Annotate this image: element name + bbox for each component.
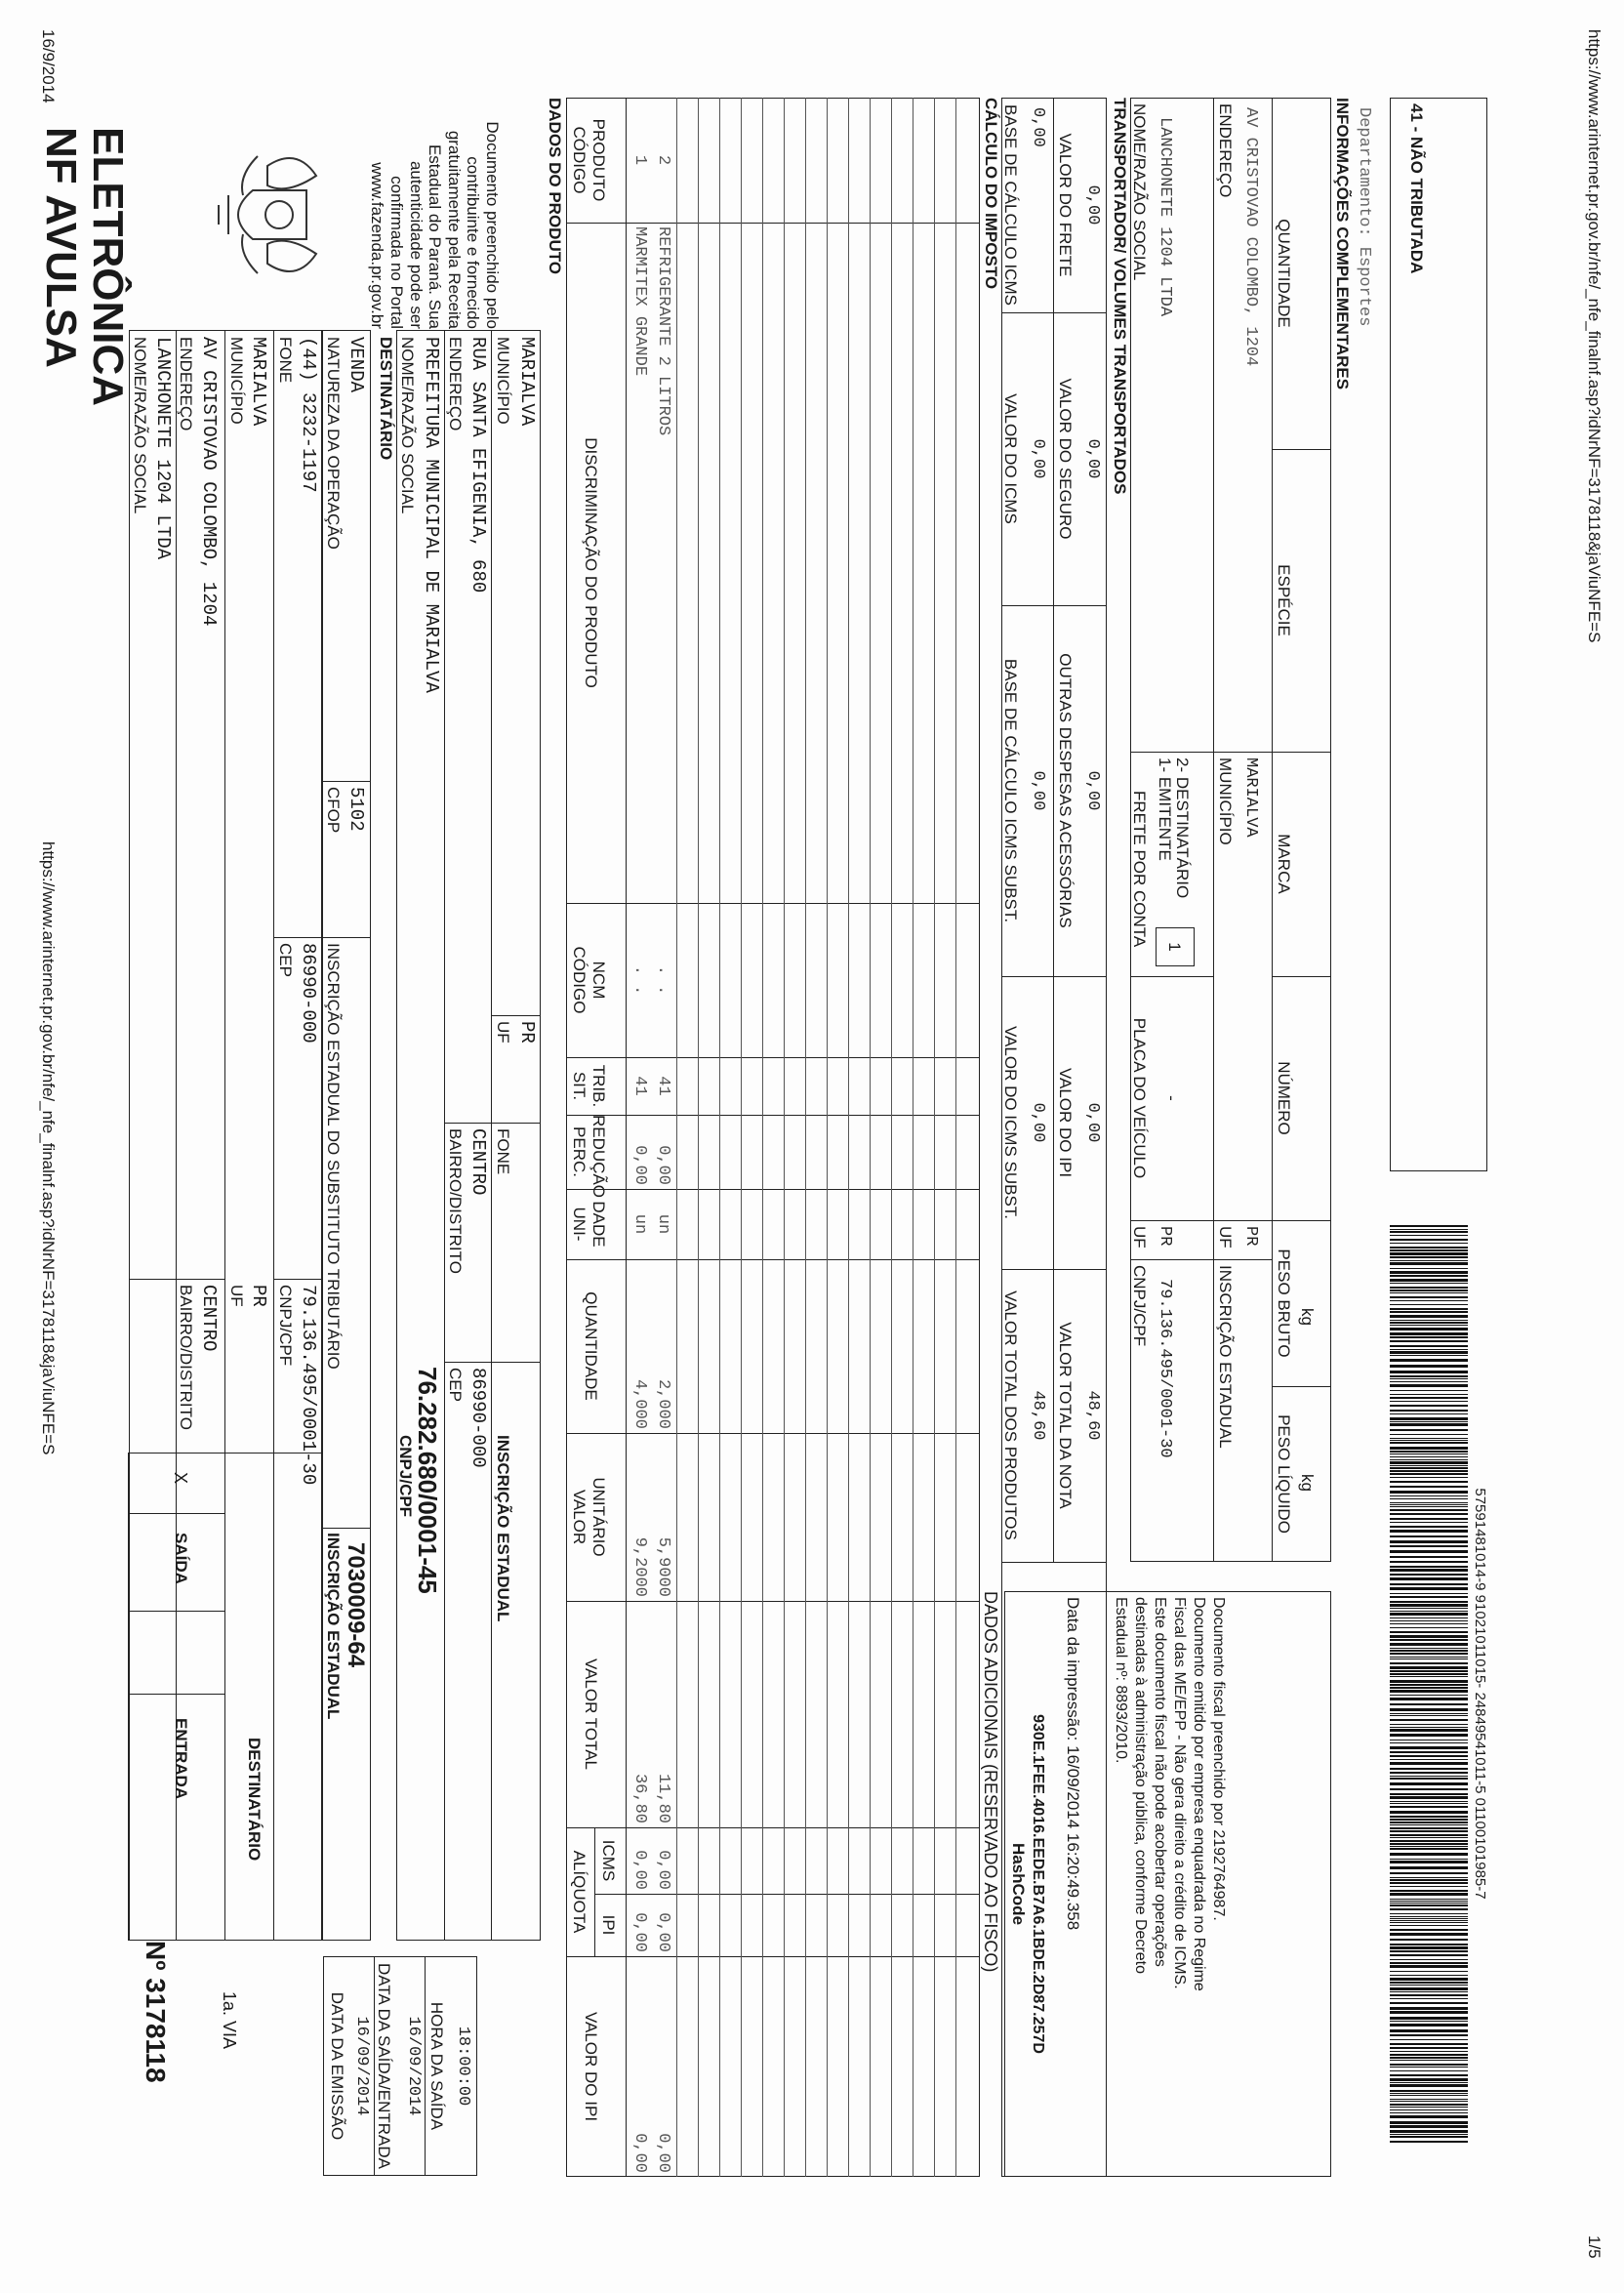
- tributacao: 41 - NÃO TRIBUTADA: [1407, 103, 1426, 274]
- transp-uf-label: UF: [1130, 1226, 1149, 1249]
- departamento: Departamento: Esportes: [1355, 107, 1373, 327]
- item-sit: 41: [654, 1076, 672, 1096]
- table-row-rule: [719, 98, 720, 2177]
- seguro-label: VALOR DO SEGURO: [1056, 378, 1075, 540]
- destinatario-section-label: DESTINATÁRIO: [377, 337, 395, 461]
- col-uni-h1: UNI-: [570, 1207, 589, 1242]
- saida-label: SAÍDA: [172, 1533, 190, 1584]
- print-date: 16/9/2014: [39, 29, 58, 103]
- doc-title-line1: NF AVULSA: [37, 127, 85, 368]
- dest-municipio: MARIALVA: [516, 337, 538, 427]
- emitente-nome: LANCHONETE 1204 LTDA: [152, 337, 174, 560]
- dest-bairro-label: BAIRRO/DISTRITO: [446, 1128, 465, 1274]
- table-row-rule: [741, 98, 742, 2177]
- emissao-label: DATA DA EMISSÃO: [328, 1991, 346, 2141]
- col-vunit-h1: VALOR: [570, 1489, 589, 1545]
- ie-label: INSCRIÇÃO ESTADUAL: [324, 1533, 343, 1720]
- dest-nome: PREFEITURA MUNICIPAL DE MARIALVA: [421, 337, 442, 693]
- table-row-rule: [784, 98, 785, 2177]
- barcode-text: 57591481014-9 91021011015- 24849541011-5 01100101985-7: [1472, 1488, 1488, 1900]
- table-row-rule: [934, 98, 935, 2177]
- emitente-bairro: CENTRO: [198, 1285, 220, 1352]
- outras-label: OUTRAS DESPESAS ACESSÓRIAS: [1056, 653, 1075, 928]
- item-codigo: 1: [630, 154, 649, 166]
- emitente-nome-label: NOME/RAZÃO SOCIAL: [131, 337, 149, 514]
- authenticity-notice: Documento preenchido pelo contribuinte e fornecido gratuitamente pela Receita Estadual do Paraná. Sua autenticidade pode ser confirmada no Portal www.fazenda.pr.gov.br: [368, 121, 502, 329]
- item-ipi: 0,00: [654, 1912, 672, 1952]
- doc-title-line2: ELETRÔNICA: [84, 127, 132, 406]
- item-perc: 0,00: [654, 1145, 672, 1185]
- total-nota-value: 48,60: [1083, 1390, 1102, 1441]
- item-qtd: 4,000: [630, 1378, 649, 1429]
- hash-value: 930E.1FEE.4016.EEDE.B7A6.1BDE.2D87.257D: [1030, 1714, 1046, 2054]
- item-descricao: MARMITEX GRANDE: [630, 226, 649, 377]
- produtos-section-label: DADOS DO PRODUTO: [546, 98, 564, 275]
- barcode-gap: [1390, 2143, 1468, 2146]
- table-row-rule: [913, 98, 914, 2177]
- saida-checkmark[interactable]: X: [171, 1472, 190, 1485]
- total-produtos-label: VALOR TOTAL DOS PRODUTOS: [1001, 1290, 1020, 1540]
- table-row-rule: [891, 98, 892, 2177]
- emitente-endereco: AV CRISTOVAO COLOMBO, 1204: [198, 337, 220, 627]
- outras-value: 0,00: [1083, 770, 1102, 811]
- col-vipi-h: VALOR DO IPI: [582, 2011, 600, 2122]
- col-sit-h2: TRIB.: [589, 1064, 608, 1108]
- col-qtd-h: QUANTIDADE: [582, 1291, 600, 1401]
- dest-fone-label: FONE: [494, 1128, 512, 1175]
- col-ncm-h1: CÓDIGO: [570, 946, 589, 1014]
- ipi-value: 0,00: [1083, 1102, 1102, 1143]
- item-perc: 0,00: [630, 1145, 649, 1185]
- col-descricao-h: DISCRIMINAÇÃO DO PRODUTO: [582, 437, 600, 688]
- frete-conta-label: FRETE POR CONTA: [1130, 791, 1149, 948]
- data-impressao: Data da impressão: 16/09/2014 16:20:49.358: [1064, 1597, 1082, 1931]
- dest-bairro: CENTRO: [467, 1128, 489, 1196]
- natureza-label: NATUREZA DA OPERAÇÃO: [324, 337, 343, 550]
- invoice-via: 1a. VIA: [220, 1991, 239, 2050]
- hora-saida-label: HORA DA SAÍDA: [427, 2001, 446, 2131]
- emitente-uf-label: UF: [227, 1285, 246, 1307]
- col-vunit-h2: UNITÁRIO: [589, 1477, 608, 1557]
- dest-nome-label: NOME/RAZÃO SOCIAL: [398, 337, 417, 514]
- destinatario-side-label: DESTINATÁRIO: [245, 1738, 264, 1862]
- frete-op2: 2- DESTINATÁRIO: [1173, 758, 1192, 899]
- dest-cnpj: 76.282.680/0001-45: [413, 1367, 442, 1594]
- emitente-municipio-label: MUNICÍPIO: [227, 337, 246, 425]
- peso-liquido-unit: kg: [1298, 1474, 1317, 1492]
- item-vunit: 9,2000: [630, 1536, 649, 1597]
- transp-uf2-label: UF: [1216, 1226, 1235, 1249]
- ie-value: 7030009-64: [343, 1542, 369, 1668]
- transp-nome-label: NOME/RAZÃO SOCIAL: [1130, 103, 1149, 281]
- base-icms-value: 0,00: [1029, 107, 1047, 147]
- dest-ie-label: INSCRIÇÃO ESTADUAL: [494, 1435, 512, 1622]
- col-perc-h1: PERC.: [570, 1126, 589, 1177]
- table-row-rule: [805, 98, 806, 2177]
- col-perc-h2: REDUÇÃO: [589, 1115, 608, 1199]
- total-nota-label: VALOR TOTAL DA NOTA: [1056, 1322, 1075, 1509]
- emitente-endereco-label: ENDEREÇO: [177, 337, 195, 431]
- dest-uf-label: UF: [494, 1021, 512, 1044]
- transp-municipio-label: MUNICÍPIO: [1216, 758, 1235, 845]
- total-produtos-value: 48,60: [1029, 1390, 1047, 1441]
- adicionais-label: DADOS ADICIONAIS (RESERVADO AO FISCO): [981, 1591, 1000, 1973]
- frete-conta-value: 1: [1165, 942, 1184, 952]
- ie-subst-label: INSCRIÇÃO ESTADUAL DO SUBSTITUTO TRIBUTÁRIO: [324, 943, 343, 1370]
- transp-cnpj-label: CNPJ/CPF: [1130, 1265, 1149, 1347]
- hash-label: HashCode: [1009, 1842, 1028, 1926]
- transp-cnpj: 79.136.495/0001-30: [1156, 1279, 1174, 1458]
- produtos-table: [566, 98, 980, 2177]
- emitente-cnpj: 79.136.495/0001-30: [298, 1285, 319, 1486]
- natureza-value: VENDA: [345, 337, 367, 393]
- transp-ie-label: INSCRIÇÃO ESTADUAL: [1216, 1265, 1235, 1449]
- col-ncm-h2: NCM: [589, 961, 608, 1000]
- transportador-section-label: TRANSPORTADOR/ VOLUMES TRANSPORTADOS: [1111, 98, 1129, 495]
- table-row-rule: [698, 98, 699, 2177]
- entrada-label: ENTRADA: [172, 1718, 190, 1800]
- print-url-top[interactable]: https://www.arinternet.pr.gov.br/nfe/_nfe_finalnf.asp?idNrNF=3178118&jaViuNFE=S: [39, 841, 58, 1455]
- transp-endereco: AV CRISTOVAO COLOMBO, 1204: [1241, 107, 1260, 367]
- item-descricao: REFRIGERANTE 2 LITROS: [654, 226, 672, 436]
- dest-municipio-label: MUNICÍPIO: [494, 337, 512, 425]
- item-sit: 41: [630, 1076, 649, 1096]
- dest-endereco: RUA SANTA EFIGENIA, 680: [467, 337, 489, 594]
- cfop-label: CFOP: [324, 787, 343, 834]
- emitente-fone-label: FONE: [276, 337, 295, 384]
- hora-saida-value: 18:00:00: [454, 2026, 472, 2107]
- transp-endereco-label: ENDEREÇO: [1216, 103, 1235, 198]
- col-codigo-h1: CÓDIGO: [570, 126, 589, 194]
- quantidade-label: QUANTIDADE: [1275, 219, 1293, 328]
- transp-uf2: PR: [1241, 1226, 1260, 1247]
- table-row-rule: [955, 98, 956, 2177]
- peso-bruto-label: PESO BRUTO: [1275, 1249, 1293, 1358]
- dest-uf: PR: [516, 1021, 538, 1044]
- dest-cep-label: CEP: [446, 1368, 465, 1402]
- invoice-number: Nº 3178118: [141, 1941, 171, 2083]
- emitente-municipio: MARIALVA: [248, 337, 269, 427]
- imposto-section-label: CÁLCULO DO IMPOSTO: [982, 98, 1000, 290]
- table-row-rule: [848, 98, 849, 2177]
- frete-op1: 1- EMITENTE: [1156, 758, 1174, 861]
- dest-endereco-label: ENDEREÇO: [446, 337, 465, 431]
- complementares-box: [1390, 98, 1487, 1171]
- col-uni-h2: DADE: [589, 1201, 608, 1248]
- frete-label: VALOR DO FRETE: [1056, 133, 1075, 277]
- transp-uf: PR: [1156, 1226, 1174, 1247]
- item-qtd: 2,000: [654, 1378, 672, 1429]
- item-ncm: . .: [630, 964, 649, 996]
- emissao-value: 16/09/2014: [352, 2016, 371, 2116]
- col-ipi-h: IPI: [599, 1914, 618, 1936]
- marca-label: MARCA: [1275, 834, 1293, 894]
- emitente-bairro-label: BAIRRO/DISTRITO: [177, 1285, 195, 1430]
- table-row-rule: [676, 98, 677, 2177]
- item-vipi: 0,00: [630, 2133, 649, 2173]
- emitente-cnpj-label: CNPJ/CPF: [276, 1285, 295, 1367]
- col-vtotal-h: VALOR TOTAL: [582, 1658, 600, 1770]
- complementares-label: INFORMAÇÕES COMPLEMENTARES: [1333, 98, 1352, 390]
- operation-type-box: [128, 1453, 225, 1941]
- base-icms-label: BASE DE CÁLCULO ICMS: [1001, 104, 1020, 306]
- emitente-cep-label: CEP: [276, 943, 295, 977]
- item-codigo: 2: [654, 154, 672, 166]
- emitente-uf: PR: [248, 1285, 269, 1307]
- valor-icms-label: VALOR DO ICMS: [1001, 393, 1020, 524]
- item-ncm: . .: [654, 964, 672, 996]
- seguro-value: 0,00: [1083, 438, 1102, 479]
- valor-subst-value: 0,00: [1029, 1102, 1047, 1143]
- item-ipi: 0,00: [630, 1912, 649, 1952]
- emitente-fone: (44) 3232-1197: [298, 337, 319, 493]
- emitente-cep: 86990-000: [298, 943, 319, 1044]
- dest-cnpj-label: CNPJ/CPF: [396, 1435, 415, 1518]
- table-row-rule: [870, 98, 871, 2177]
- transp-municipio: MARIALVA: [1241, 758, 1260, 838]
- dest-cep: 86990-000: [467, 1368, 489, 1468]
- frete-value: 0,00: [1083, 184, 1102, 225]
- saida-date-value: 16/09/2014: [404, 2016, 423, 2116]
- valor-subst-label: VALOR DO ICMS SUBST.: [1001, 1025, 1020, 1220]
- item-icms: 0,00: [654, 1850, 672, 1890]
- item-vtotal: 11,80: [654, 1773, 672, 1823]
- table-row-rule: [762, 98, 763, 2177]
- base-subst-value: 0,00: [1029, 770, 1047, 811]
- saida-date-label: DATA DA SAÍDA/ENTRADA: [375, 1963, 393, 2169]
- barcode: [1390, 1225, 1468, 2162]
- placa-label: PLACA DO VEÍCULO: [1130, 1017, 1149, 1179]
- cfop-value: 5102: [345, 787, 367, 832]
- col-codigo-h2: PRODUTO: [589, 118, 608, 202]
- numero-label: NÚMERO: [1275, 1061, 1293, 1135]
- placa-value: -: [1162, 1095, 1181, 1101]
- item-uni: un: [630, 1213, 649, 1235]
- transp-nome: LANCHONETE 1204 LTDA: [1156, 117, 1174, 317]
- print-url-bottom[interactable]: https://www.arinternet.pr.gov.br/nfe/_nfe_finalnf.asp?idNrNF=3178118&jaViuNFE=S: [1585, 29, 1604, 643]
- item-vtotal: 36,80: [630, 1773, 649, 1823]
- col-sit-h1: SIT.: [570, 1071, 589, 1101]
- valor-icms-value: 0,00: [1029, 438, 1047, 479]
- base-subst-label: BASE DE CÁLCULO ICMS SUBST.: [1001, 658, 1020, 923]
- col-aliquota-h: ALÍQUOTA: [570, 1850, 589, 1934]
- parana-coat-of-arms-icon: [199, 137, 336, 293]
- peso-liquido-label: PESO LÍQUIDO: [1275, 1414, 1293, 1534]
- item-vunit: 5,9000: [654, 1536, 672, 1597]
- ipi-label: VALOR DO IPI: [1056, 1067, 1075, 1178]
- item-uni: un: [654, 1213, 672, 1235]
- table-row-rule: [827, 98, 828, 2177]
- item-icms: 0,00: [630, 1850, 649, 1890]
- observacoes: Documento fiscal preenchido por 2192764987. Documento emitido por empresa enquadrada no Regime Fiscal das ME/EPP - Não gera direito a crédito de ICMS. Este documento fiscal não pode acobertar operações destinadas à administração pública, conforme Decreto Estadual nº: 8893/2010.: [1113, 1597, 1227, 1991]
- col-icms-h: ICMS: [599, 1839, 618, 1882]
- print-page-count: 1/5: [1585, 2235, 1604, 2259]
- item-vipi: 0,00: [654, 2133, 672, 2173]
- especie-label: ESPÉCIE: [1275, 564, 1293, 636]
- peso-bruto-unit: kg: [1298, 1308, 1317, 1326]
